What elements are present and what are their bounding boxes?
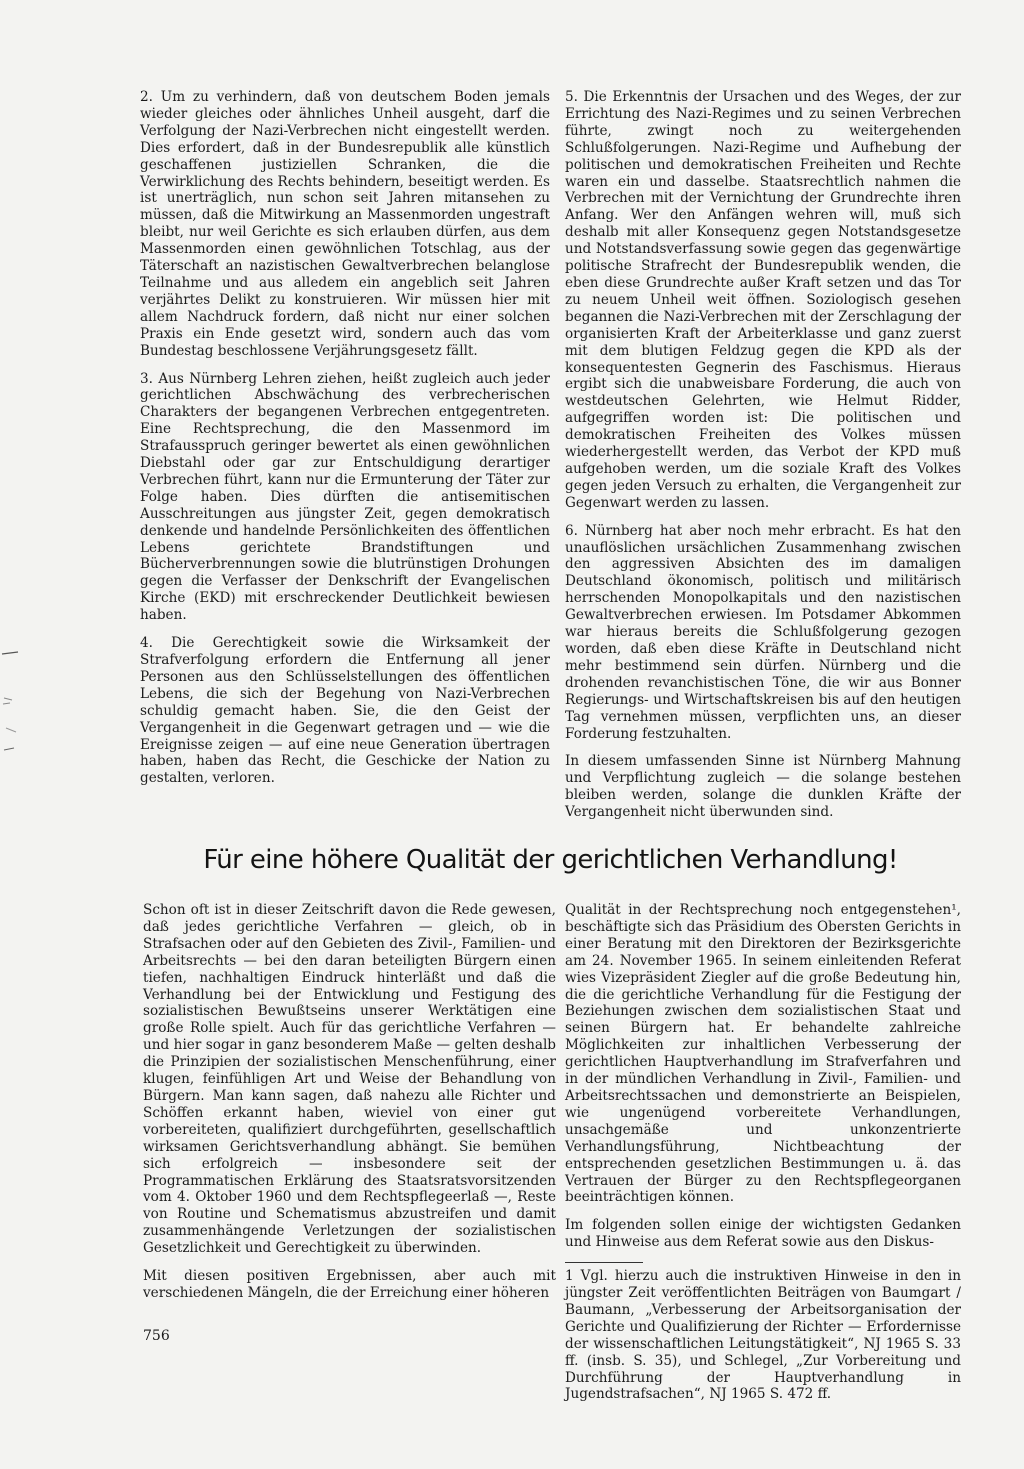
article-headline: Für eine höhere Qualität der gerichtlichen Verhandlung! — [203, 845, 898, 875]
paragraph-2: 2. Um zu verhindern, daß von deutschem Boden jemals wieder gleiches oder ähnliches Unheil ausgeht, darf die Verfolgung der Nazi-Verbrechen nicht eingestellt werden. Dies erfordert, daß in der Bundesrepublik alle künstlich geschaffenen justiziellen Schranken, die die Verwirklichung des Rechts behindern, beseitigt werden. Es ist unerträglich, nun schon seit Jahren mitansehen zu müssen, daß die Mitwirkung an Massenmorden ungestraft bleibt, nur weil Gerichte es sich erlauben dürfen, aus dem Massenmorden einen gewöhnlichen Totschlag, aus der Täterschaft an nazistischen Gewaltverbrechen belanglose Teilnahme und aus alledem ein angeblich seit Jahren verjährtes Delikt zu konstruieren. Wir müssen hier mit allem Nachdruck fordern, daß nicht nur einer solchen Praxis ein Ende gesetzt wird, sondern auch das vom Bundestag beschlossene Verjährungsgesetz fällt. — [140, 89, 550, 359]
article-paragraph-3: Qualität in der Rechtsprechung noch entgegenstehen¹, beschäftigte sich das Präsidium des Obersten Gerichts in einer Beratung mit den Direktoren der Bezirksgerichte am 24. November 1965. In seinem einleitenden Referat wies Vizepräsident Ziegler auf die große Bedeutung hin, die die gerichtliche Verhandlung für die Festigung der Beziehungen zwischen dem sozialistischen Staat und seinen Bürgern hat. Er behandelte zahlreiche Möglichkeiten zur inhaltlichen Verbesserung der gerichtlichen Hauptverhandlung im Strafverfahren und in der mündlichen Verhandlung in Zivil-, Familien- und Arbeitsrechtssachen und demonstrierte an Beispielen, wie ungenügend vorbereitete Verhandlungen, unsachgemäße und unkonzentrierte Verhandlungsführung, Nichtbeachtung der entsprechenden gesetzlichen Bestimmungen u. ä. das Vertrauen der Bürger zu den Rechtspflegeorganen beeinträchtigen können. — [565, 902, 961, 1206]
paragraph-3: 3. Aus Nürnberg Lehren ziehen, heißt zugleich auch jeder gerichtlichen Abschwächung des verbrecherischen Charakters der begangenen Verbrechen entgegentreten. Eine Rechtsprechung, die den Massenmord im Strafausspruch geringer bewertet als einen gewöhnlichen Diebstahl oder gar zur Entschuldigung derartiger Verbrechen führt, kann nur die Ermunterung der Täter zur Folge haben. Dies dürften die antisemitischen Ausschreitungen aus jüngster Zeit, gegen demokratisch denkende und handelnde Persönlichkeiten des öffentlichen Lebens gerichtete Brandstiftungen und Bücherverbrennungen sowie die blutrünstigen Drohungen gegen die Verfasser der Denkschrift der Evangelischen Kirche (EKD) mit erschreckender Deutlichkeit bewiesen haben. — [140, 370, 550, 624]
footnote: 1 Vgl. hierzu auch die instruktiven Hinweise in den in jüngster Zeit veröffentlichten Beiträgen von Baumgart / Baumann, „Verbesserung der Arbeitsorganisation der Gerichte und Qualifizierung der Richter — Erfordernisse der wissenschaftlichen Leitungstätigkeit“, NJ 1965 S. 33 ff. (insb. S. 35), und Schlegel, „Zur Vorbereitung und Durchführung der Hauptverhandlung in Jugendstrafsachen“, NJ 1965 S. 472 ff. — [565, 1268, 961, 1403]
top-left-column — [140, 89, 550, 798]
paragraph-4: 4. Die Gerechtigkeit sowie die Wirksamkeit der Strafverfolgung erfordern die Entfernung all jener Personen aus den Schlüsselstellungen des öffentlichen Lebens, die sich der Begehung von Nazi-Verbrechen schuldig gemacht haben. Sie, die den Geist der Vergangenheit in die Gegenwart getragen und — wie die Ereignisse zeigen — auf eine neue Generation übertragen haben, haben das Recht, die Geschicke der Nation zu gestalten, verloren. — [140, 635, 550, 787]
closing-paragraph: In diesem umfassenden Sinne ist Nürnberg Mahnung und Verpflichtung zugleich — die solange bestehen bleiben werden, solange die dunklen Kräfte der Vergangenheit nicht überwunden sind. — [565, 753, 961, 821]
article-paragraph-4: Im folgenden sollen einige der wichtigsten Gedanken und Hinweise aus dem Referat sowie aus den Diskus- — [565, 1217, 961, 1251]
article-paragraph-1: Schon oft ist in dieser Zeitschrift davon die Rede gewesen, daß jedes gerichtliche Verfahren — gleich, ob in Strafsachen oder auf den Gebieten des Zivil-, Familien- und Arbeitsrechts — bei den daran beteiligten Bürgern einen tiefen, nachhaltigen Eindruck hinterläßt und daß die Verhandlung bei der Entwicklung und Festigung des sozialistischen Bewußtseins unserer Werktätigen eine große Rolle spielt. Auch für das gerichtliche Verfahren — und hier sogar in ganz besonderem Maße — gelten deshalb die Prinzipien der sozialistischen Menschenführung, einer klugen, feinfühligen Art und Weise der Behandlung von Bürgern. Man kann sagen, daß nahezu alle Richter und Schöffen erkannt haben, wieviel von einer gut vorbereiteten, qualifiziert durchgeführten, gesellschaftlich wirksamen Gerichtsverhandlung abhängt. Sie bemühen sich erfolgreich — insbesondere seit der Programmatischen Erklärung des Staatsratsvorsitzenden vom 4. Oktober 1960 und dem Rechtspflegeerlaß —, Reste von Routine und Schematismus abzustreifen und damit zusammenhängende Verletzungen der sozialistischen Gesetzlichkeit und Gerechtigkeit zu überwinden. — [143, 902, 556, 1257]
page-number: 756 — [143, 1328, 170, 1344]
bottom-right-column — [565, 902, 961, 1414]
article-paragraph-2: Mit diesen positiven Ergebnissen, aber auch mit verschiedenen Mängeln, die der Erreichung einer höheren — [143, 1268, 556, 1301]
bottom-left-column — [143, 902, 556, 1313]
top-right-column — [565, 89, 961, 832]
scan-edge-marks — [0, 640, 22, 760]
paragraph-5: 5. Die Erkenntnis der Ursachen und des Weges, der zur Errichtung des Nazi-Regimes und zu seinen Verbrechen führte, zwingt noch zu weitergehenden Schlußfolgerungen. Nazi-Regime und Aufhebung der politischen und demokratischen Freiheiten und Rechte waren ein und dasselbe. Staatsrechtlich nahmen die Verbrechen mit der Vernichtung der Grundrechte ihren Anfang. Wer den Anfängen wehren will, muß sich deshalb mit aller Konsequenz gegen Notstandsgesetze und Notstandsverfassung sowie gegen das gegenwärtige politische Strafrecht der Bundesrepublik wenden, die eben diese Grundrechte außer Kraft setzen und das Tor zu neuem Unheil weit öffnen. Soziologisch gesehen begannen die Nazi-Verbrechen mit der Zerschlagung der organisierten Kraft der Arbeiterklasse und ganz zuerst mit dem blutigen Feldzug gegen die KPD als der konsequentesten Gegnerin des Faschismus. Hieraus ergibt sich die unabweisbare Forderung, die auch von westdeutschen Gelehrten, wie Helmut Ridder, aufgegriffen worden ist: Die politischen und demokratischen Freiheiten des Volkes müssen wiederhergestellt werden, das Verbot der KPD muß aufgehoben werden, um die soziale Kraft des Volkes gegen jeden Versuch zu erhalten, die Vergangenheit zur Gegenwart werden zu lassen. — [565, 89, 961, 511]
paragraph-6: 6. Nürnberg hat aber noch mehr erbracht. Es hat den unauflöslichen ursächlichen Zusammenhang zwischen den aggressiven Absichten des im damaligen Deutschland ökonomisch, politisch und militärisch herrschenden Monopolkapitals und den nazistischen Gewaltverbrechen erwiesen. Im Potsdamer Abkommen war hieraus bereits die Schlußfolgerung gezogen worden, daß eben diese Kräfte in Deutschland nicht mehr bestimmend sein dürfen. Nürnberg und die drohenden revanchistischen Töne, die wir aus Bonner Regierungs- und Wirtschaftskreisen bis auf den heutigen Tag vernehmen müssen, verpflichten uns, an dieser Forderung festzuhalten. — [565, 522, 961, 742]
footnote-divider — [565, 1262, 643, 1263]
